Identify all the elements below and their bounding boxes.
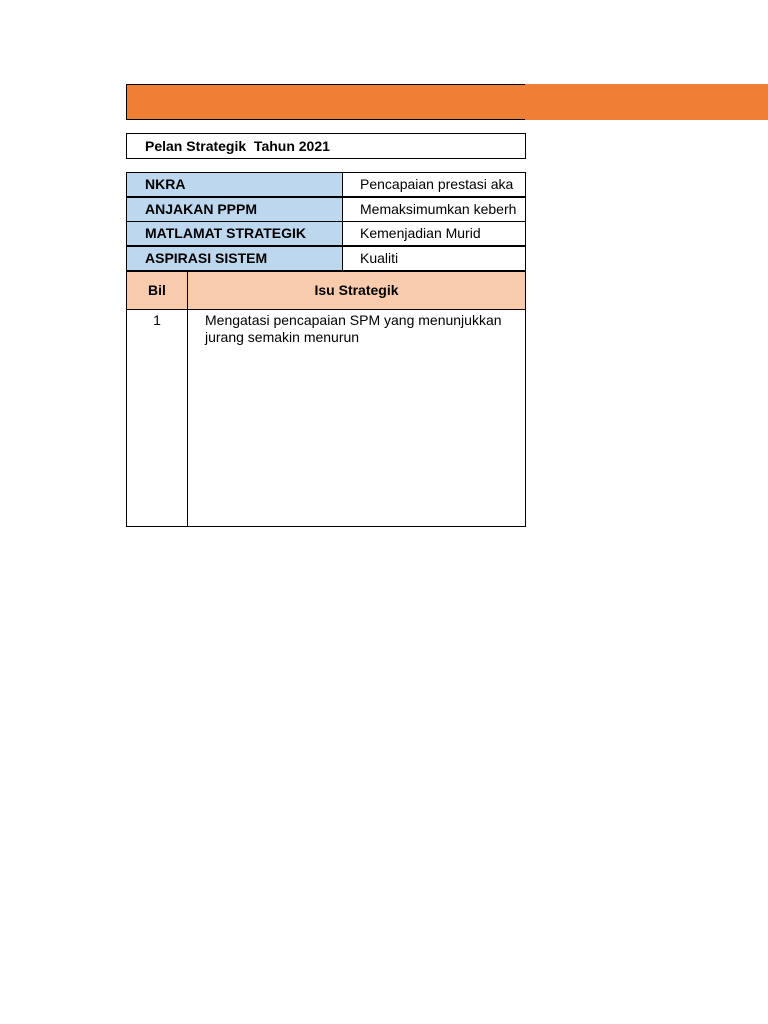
info-label: ASPIRASI SISTEM [127,247,343,270]
strategic-issue-table [126,271,526,527]
plan-title: Pelan Strategik Tahun 2021 [126,133,526,159]
row-issue-text: Mengatasi pencapaian SPM yang menunjukkan jurang semakin menurun [205,312,502,345]
info-label: MATLAMAT STRATEGIK [127,222,343,245]
header-banner [126,84,525,120]
info-row-aspirasi [126,246,526,271]
header-banner-extension [525,84,768,120]
row-number: 1 [127,310,188,526]
info-value: Kemenjadian Murid [360,225,481,241]
info-row-nkra [126,172,526,197]
header-isu-strategik: Isu Strategik [314,282,399,298]
table-row [127,310,525,526]
info-row-matlamat [126,221,526,246]
info-value: Pencapaian prestasi aka [360,176,514,192]
info-label: ANJAKAN PPPM [127,198,343,221]
table-header [127,272,525,310]
info-label: NKRA [127,173,343,196]
info-value: Memaksimumkan keberh [360,201,517,217]
info-row-anjakan [126,197,526,222]
info-value: Kualiti [360,250,399,266]
header-bil: Bil [127,272,188,309]
